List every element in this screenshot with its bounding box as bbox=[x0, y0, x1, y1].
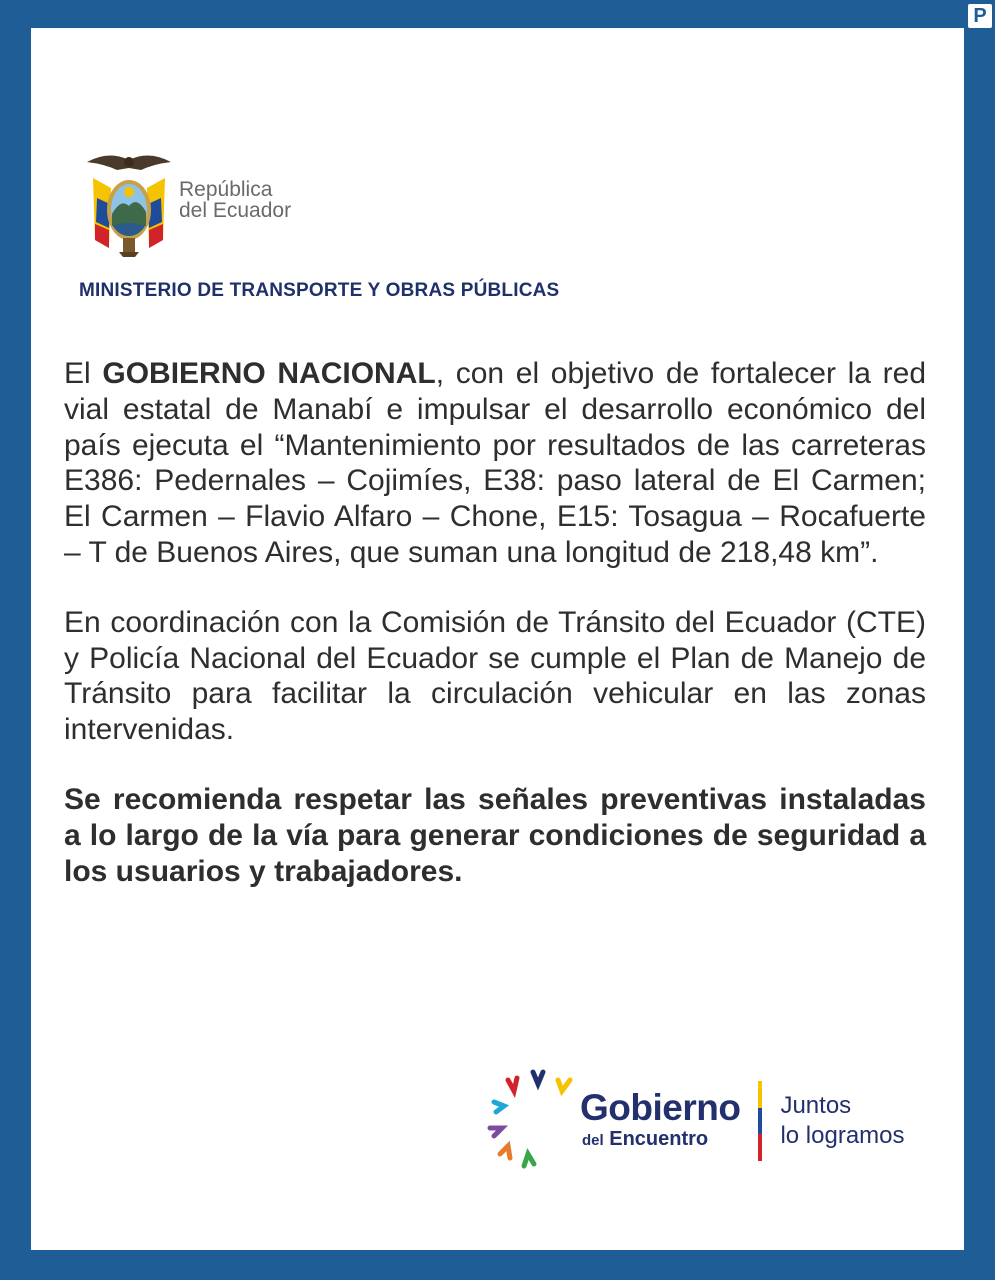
del-encuentro-text bbox=[582, 1127, 740, 1153]
paragraph-1 bbox=[64, 356, 926, 571]
paragraph-3: Se recomienda respetar las señales preventivas instaladas a lo largo de la vía para generar condiciones de seguridad a los usuarios y trabajadores. bbox=[64, 782, 926, 888]
flag-divider bbox=[758, 1081, 762, 1161]
slogan bbox=[780, 1091, 904, 1151]
p1-rest: , con el objetivo de fortalecer la red vial estatal de Manabí e impulsar el desarrollo económico del país ejecuta el “Mantenimiento por resultados de las carreteras E386: Pedernales – Cojimíes, E38: paso lateral de El Carmen; El Carmen – Flavio Alfaro – Chone, E15: Tosagua – Rocafuerte – T de Buenos Aires, que suman una longitud de 218,48 km”. bbox=[64, 357, 927, 569]
gobierno-del-encuentro-logo bbox=[486, 1066, 905, 1176]
gobierno-wordmark bbox=[580, 1089, 740, 1153]
paragraph-2: En coordinación con la Comisión de Tránsito del Ecuador (CTE) y Policía Nacional del Ecuador se cumple el Plan de Manejo de Tránsito para facilitar la circulación vehicular en las zonas intervenidas. bbox=[64, 605, 926, 747]
colored-rays-icon bbox=[486, 1066, 586, 1176]
encuentro-text: Encuentro bbox=[609, 1128, 709, 1150]
country-line2: del Ecuador bbox=[179, 199, 292, 222]
p1-bold: GOBIERNO NACIONAL bbox=[102, 357, 436, 390]
notice-body bbox=[64, 356, 926, 923]
ministry-title: MINISTERIO DE TRANSPORTE Y OBRAS PÚBLICAS bbox=[79, 280, 560, 301]
government-header bbox=[79, 148, 291, 258]
ecuador-coat-of-arms-icon bbox=[79, 148, 179, 258]
p-badge: P bbox=[968, 4, 992, 28]
country-name bbox=[179, 179, 291, 221]
notice-card bbox=[31, 28, 964, 1250]
slogan-line1: Juntos bbox=[780, 1092, 852, 1119]
country-line1: República bbox=[179, 178, 273, 201]
del-text: del bbox=[582, 1132, 604, 1149]
slogan-line2: lo logramos bbox=[780, 1122, 905, 1149]
gobierno-text: Gobierno bbox=[580, 1087, 741, 1128]
p1-prefix: El bbox=[64, 357, 103, 390]
